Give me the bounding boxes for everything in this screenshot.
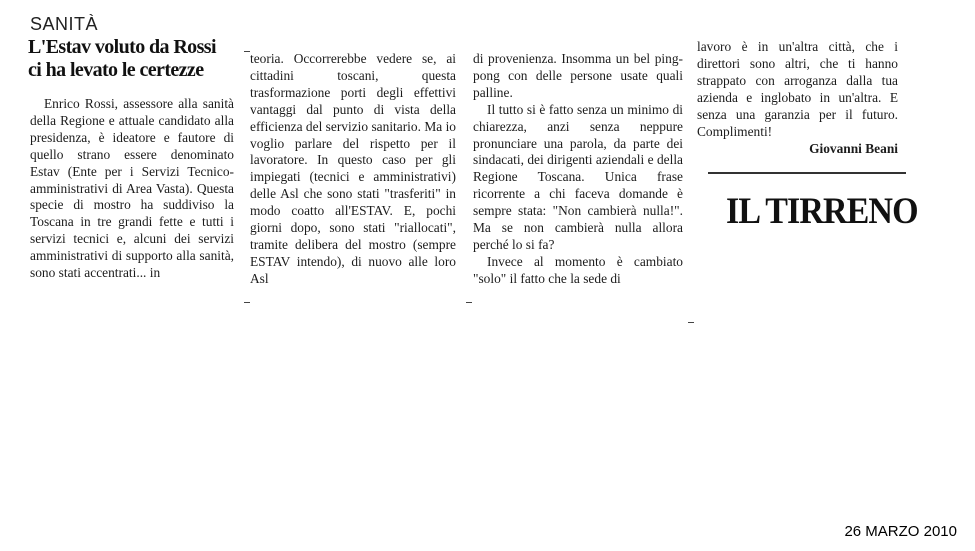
article-column-4: [697, 39, 898, 158]
author-signature: Giovanni Beani: [809, 141, 898, 157]
article-column-3: [473, 51, 683, 288]
column-3-paragraph-3: Invece al momento è cambiato "solo" il fatto che la sede di: [473, 253, 683, 286]
divider-line: [708, 172, 906, 174]
article-column-1: [30, 96, 234, 282]
section-label: SANITÀ: [30, 14, 99, 34]
crop-mark: [466, 302, 472, 303]
crop-mark: [244, 51, 250, 52]
article-column-2: [250, 51, 456, 288]
newspaper-masthead: IL TIRRENO: [726, 191, 918, 232]
headline-line-1: L'Estav voluto da Rossi: [28, 36, 216, 58]
headline-line-2: ci ha levato le certezze: [28, 59, 204, 81]
column-1-text: Enrico Rossi, assessore alla sanità della Regione e attuale candidato alla presidenza, è ideatore e fautore di quello strano essere denominato Estav (Ente per i Servizi Tecnico-amministrativi di Area Vasta). Questa specie di mostro ha suddiviso la Toscana in tre grandi fette e tutti i servizi tecnici e, alcuni dei servizi amministrativi di supporto alla sanità, sono stati accentrati... in: [30, 96, 234, 281]
column-3-paragraph-2: Il tutto si è fatto senza un minimo di chiarezza, anzi senza neppure pronunciare una parola, da parte dei sindacati, dei dirigenti aziendali e della Regione Toscana. Unica frase ricorrente a chi faceva domande è sempre stata: "Non cambierà nulla!". Ma se non cambierà nulla allora perché lo si fa?: [473, 101, 683, 252]
crop-mark: [244, 302, 250, 303]
crop-mark: [688, 322, 694, 323]
headline: [28, 36, 228, 82]
publication-date: 26 MARZO 2010: [844, 523, 957, 540]
column-3-paragraph-1: di provenienza. Insomma un bel ping-pong con delle persone usate quali palline.: [473, 51, 683, 100]
column-4-text: lavoro è in un'altra città, che i direttori sono altri, che ti hanno strappato con arroganza dalla tua azienda e inglobato in un'altra. E senza una garanzia per il futuro. Complimenti!: [697, 39, 898, 139]
column-2-text: teoria. Occorrerebbe vedere se, ai cittadini toscani, questa trasformazione porti degli effettivi vantaggi dal punto di vista della efficienza del servizio sanitario. Ma io voglio parlare del rispetto per il lavoratore. In questo caso per gli impiegati (tecnici e amministrativi) delle Asl che sono stati "trasferiti" in modo coatto all'ESTAV. E, pochi giorni dopo, sono stati "riallocati", tramite delibera del mostro (sempre ESTAV intendo), di nuovo alle loro Asl: [250, 51, 456, 286]
